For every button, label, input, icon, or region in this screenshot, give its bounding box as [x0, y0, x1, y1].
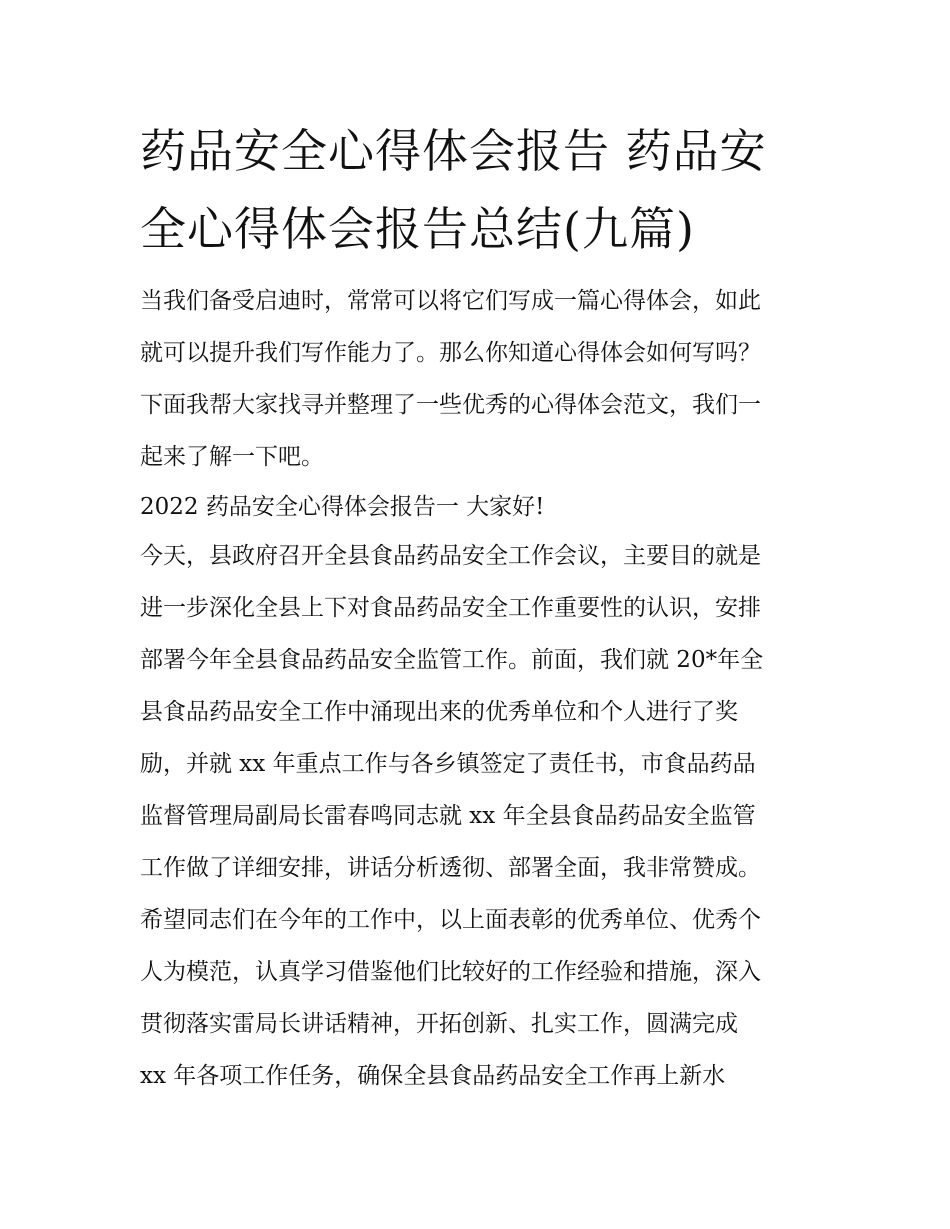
body-paragraph: 今天，县政府召开全县食品药品安全工作会议，主要目的就是 进一步深化全县上下对食品药品安全工作重要性的认识，安排 部署今年全县食品药品安全监管工作。前面，我们就 20*年全 县食品药品安全工作中涌现出来的优秀单位和个人进行了奖 励，并就 xx 年重点工作与各乡镇签定了责任书，市食品药品 监督管理局副局长雷春鸣同志就 xx 年全县食品药品安全监管 工作做了详细安排，讲话分析透彻、部署全面，我非常赞成。 希望同志们在今年的工作中，以上面表彰的优秀单位、优秀个 人为模范，认真学习借鉴他们比较好的工作经验和措施，深入 贯彻落实雷局长讲话精神，开拓创新、扎实工作，圆满完成 xx 年各项工作任务，确保全县食品药品安全工作再上新水 [140, 543, 764, 1089]
section-heading: 2022 药品安全心得体会报告一 大家好! [140, 494, 545, 520]
intro-paragraph: 当我们备受启迪时，常常可以将它们写成一篇心得体会，如此 就可以提升我们写作能力了。那么你知道心得体会如何写吗？ 下面我帮大家找寻并整理了一些优秀的心得体会范文，我们一 起来了解一下吧。 [140, 288, 761, 470]
document-title: 药品安全心得体会报告 药品安 全心得体会报告总结(九篇) [140, 124, 767, 256]
